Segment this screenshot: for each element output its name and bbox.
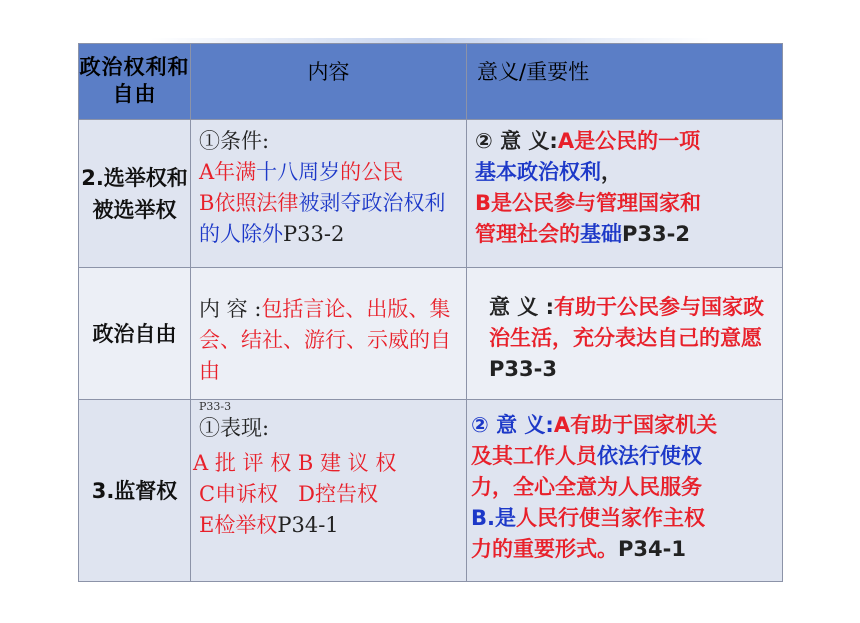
header-rights: 政治权利和自由 [79, 44, 191, 120]
table-row [79, 268, 783, 400]
table-header-row [79, 44, 783, 120]
row-content-election: ①条件: A年满十八周岁的公民 B依照法律被剥夺政治权利的人除外P33-2 [191, 120, 467, 268]
header-significance: 意义/重要性 [467, 44, 783, 120]
table-row [79, 120, 783, 268]
row-category-supervision: 3.监督权 [79, 400, 191, 582]
row-content-political-freedom: 内 容 :包括言论、出版、集会、结社、游行、示威的自由 [191, 268, 467, 400]
row-category-political-freedom: 政治自由 [79, 268, 191, 400]
row-significance-election: ② 意 义:A是公民的一项 基本政治权利， B是公民参与管理国家和 管理社会的基础P33-2 [467, 120, 783, 268]
row-content-supervision: P33-3 ①表现: A 批 评 权 B 建 议 权 C申诉权 D控告权 E检举权P34-1 [191, 400, 467, 582]
table-row [79, 400, 783, 582]
row-significance-political-freedom: 意 义 :有助于公民参与国家政治生活，充分表达自己的意愿P33-3 [467, 268, 783, 400]
row-significance-supervision: ② 意 义:A有助于国家机关 及其工作人员依法行使权 力，全心全意为人民服务 B.是人民行使当家作主权 力的重要形式。P34-1 [467, 400, 783, 582]
row-category-election: 2.选举权和被选举权 [79, 120, 191, 268]
header-content: 内容 [191, 44, 467, 120]
rights-table [78, 43, 783, 582]
